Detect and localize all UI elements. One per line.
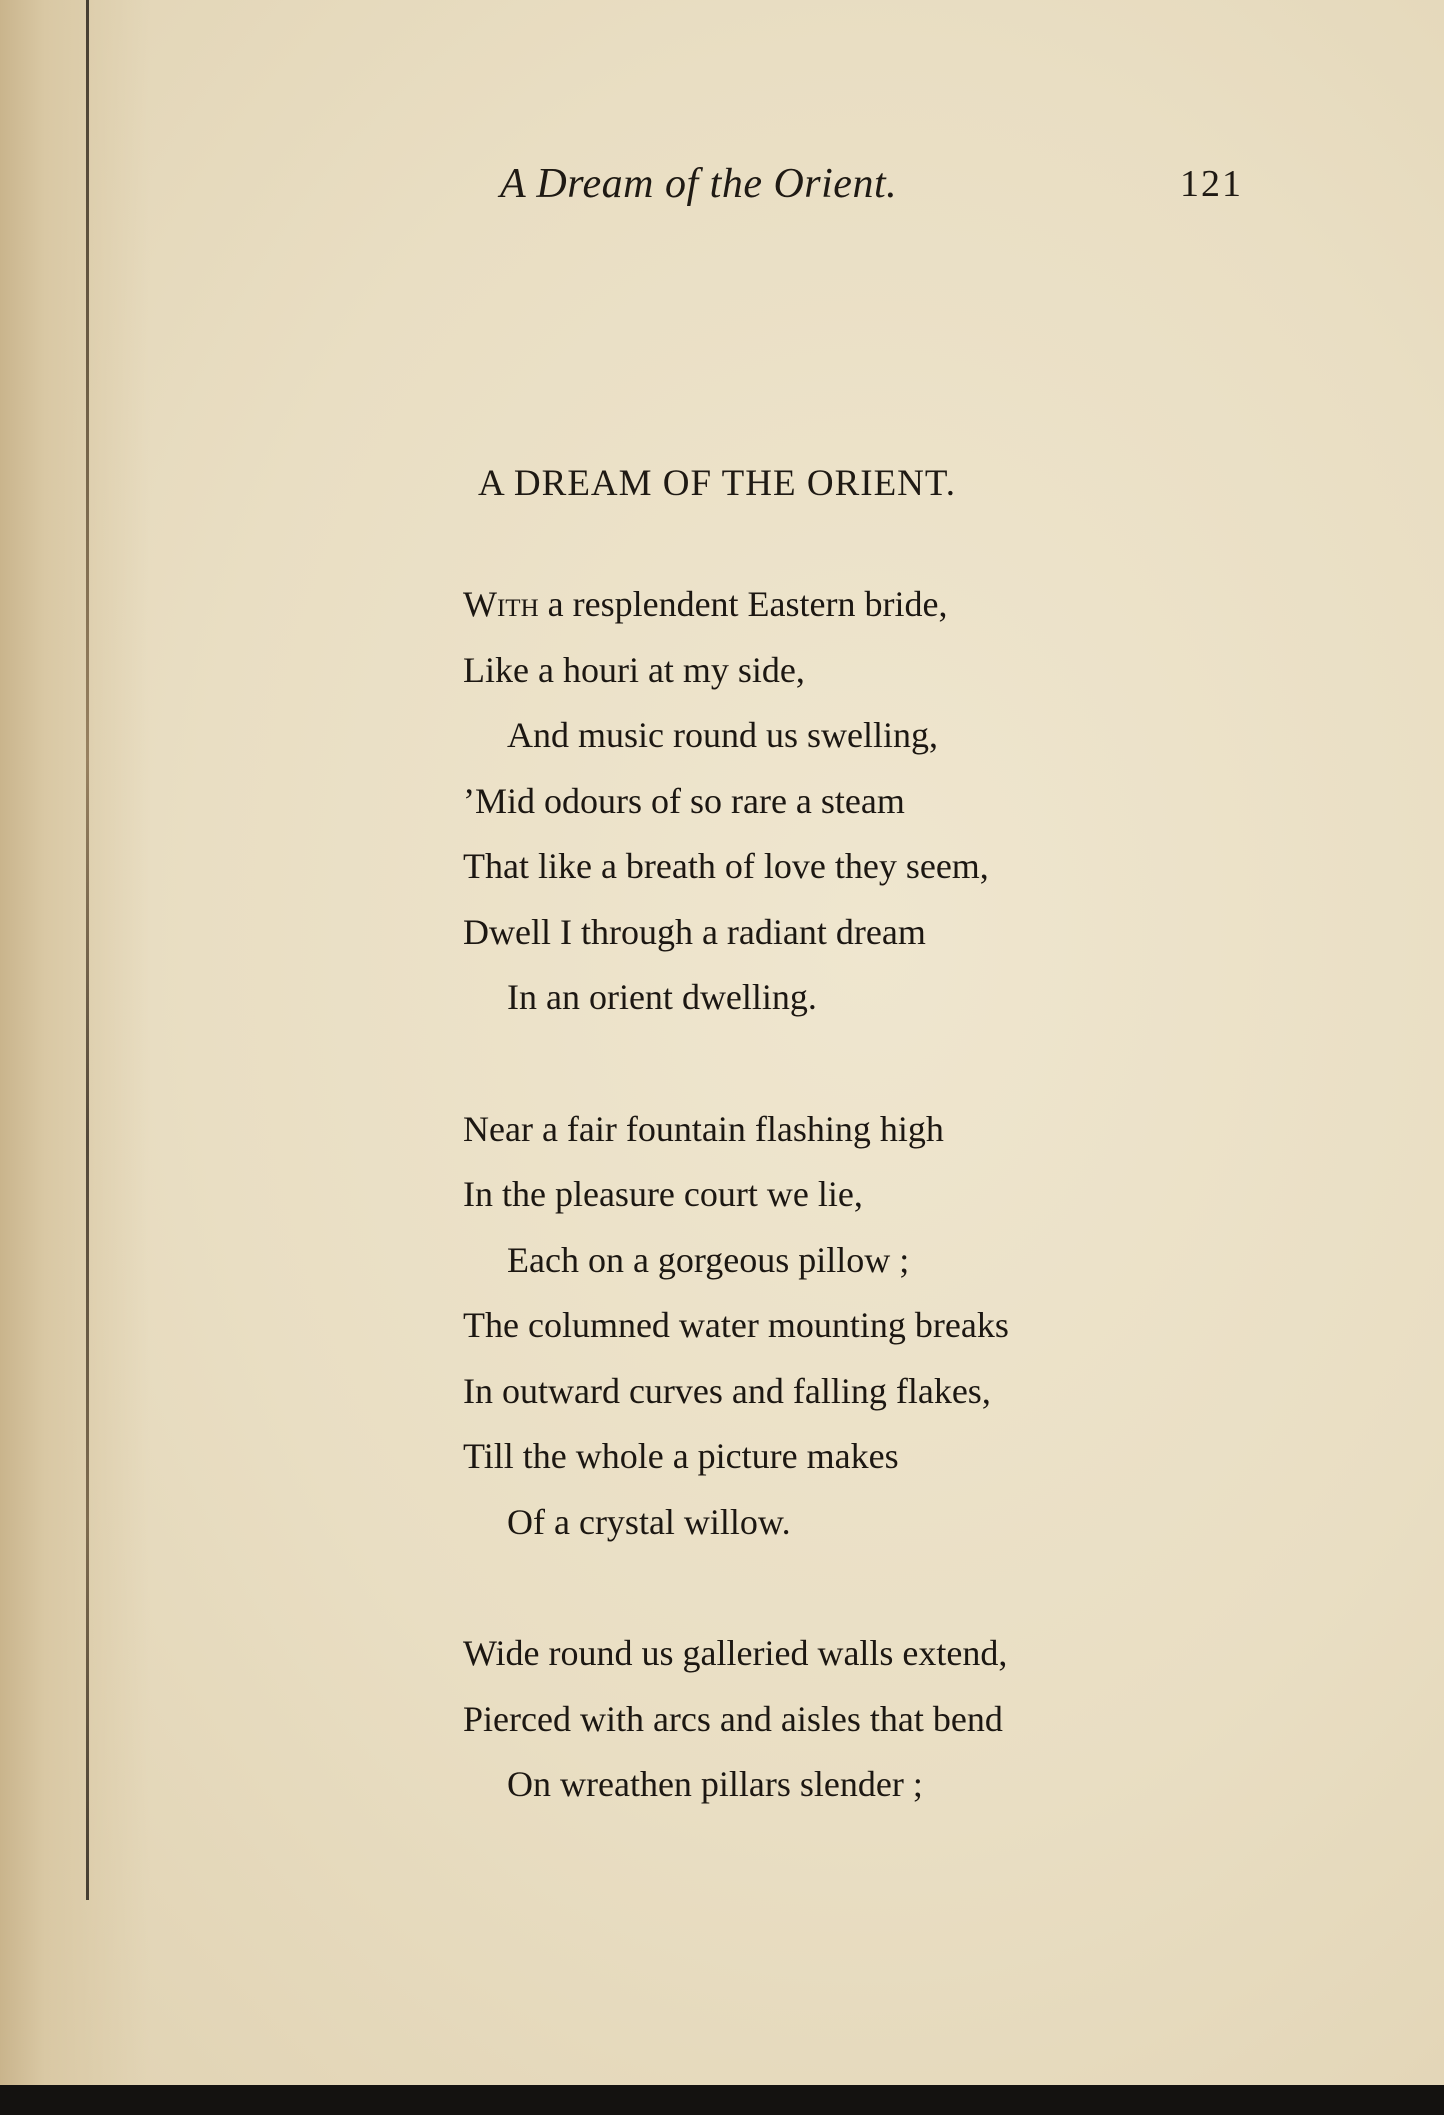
stanza-break [463, 1031, 1163, 1097]
binding-edge [86, 0, 89, 1900]
poem-line: Near a fair fountain flashing high [463, 1108, 944, 1149]
poem-line: Of a crystal willow. [507, 1501, 791, 1542]
poem-line: ’Mid odours of so rare a steam [463, 780, 905, 821]
poem-title: A DREAM OF THE ORIENT. [478, 463, 956, 504]
poem-body [463, 572, 1163, 1818]
running-title: A Dream of the Orient. [500, 161, 898, 207]
poem-line: The columned water mounting breaks [463, 1305, 1009, 1345]
poem-line: In the pleasure court we lie, [463, 1174, 863, 1214]
poem-line: Each on a gorgeous pillow ; [507, 1239, 910, 1280]
poem-line: Pierced with arcs and aisles that bend [463, 1698, 1003, 1739]
line-text: a resplendent Eastern bride, [538, 584, 948, 624]
gutter-shadow [0, 0, 150, 2085]
poem-line [463, 572, 1163, 638]
stanza [463, 572, 1163, 1031]
poem-line: And music round us swelling, [507, 715, 938, 755]
page-number: 121 [1180, 163, 1243, 205]
poem-line: Dwell I through a radiant dream [463, 911, 926, 952]
stanza [463, 1097, 1163, 1556]
poem-line: On wreathen pillars slender ; [507, 1764, 923, 1804]
poem-line: In outward curves and falling flakes, [463, 1370, 991, 1411]
drop-word: With [463, 584, 539, 624]
poem-line: Like a houri at my side, [463, 649, 805, 690]
poem-line: Wide round us galleried walls extend, [463, 1633, 1008, 1673]
poem-line: Till the whole a picture makes [463, 1436, 899, 1476]
poem-line: That like a breath of love they seem, [463, 846, 989, 886]
poem-line: In an orient dwelling. [507, 977, 817, 1017]
page-bottom-edge [0, 2085, 1444, 2115]
stanza-break [463, 1555, 1163, 1621]
stanza [463, 1621, 1163, 1818]
